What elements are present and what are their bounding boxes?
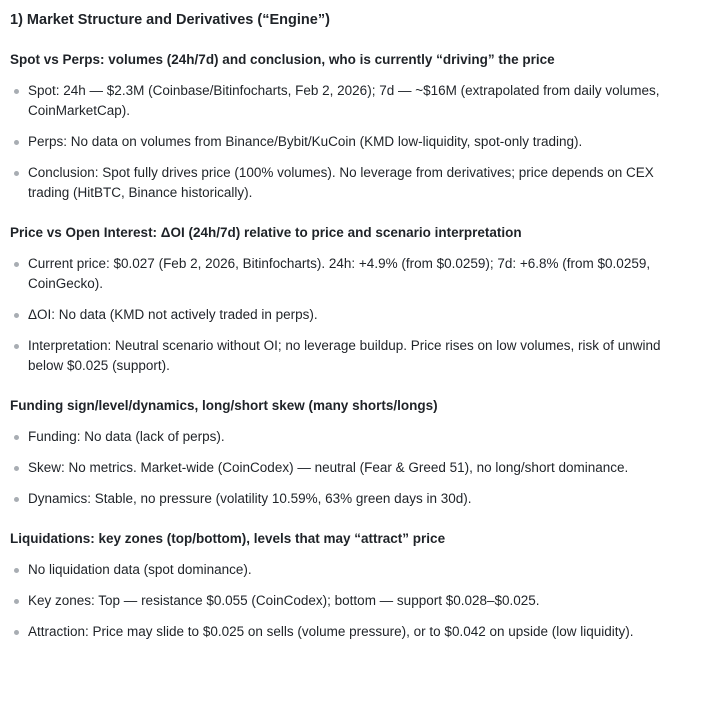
bullet-icon (14, 466, 19, 471)
bullet-icon (14, 568, 19, 573)
bullet-list (10, 427, 670, 509)
bullet-list (10, 560, 670, 642)
bullet-icon (14, 262, 19, 267)
list-item-text: Key zones: Top — resistance $0.055 (CoinCodex); bottom — support $0.028–$0.025. (28, 593, 540, 608)
list-item (10, 427, 670, 447)
list-item-text: No liquidation data (spot dominance). (28, 562, 252, 577)
list-item-text: Current price: $0.027 (Feb 2, 2026, Bitinfocharts). 24h: +4.9% (from $0.0259); 7d: +6.8% (from $0.0259, CoinGecko). (28, 256, 651, 291)
list-item (10, 458, 670, 478)
bullet-icon (14, 497, 19, 502)
bullet-icon (14, 140, 19, 145)
bullet-icon (14, 435, 19, 440)
list-item-text: Funding: No data (lack of perps). (28, 429, 225, 444)
list-item (10, 591, 670, 611)
list-item (10, 305, 670, 325)
list-item (10, 132, 670, 152)
bullet-list (10, 254, 670, 376)
section-heading: Funding sign/level/dynamics, long/short skew (many shorts/longs) (10, 398, 438, 413)
bullet-icon (14, 313, 19, 318)
section-heading: Liquidations: key zones (top/bottom), levels that may “attract” price (10, 531, 446, 546)
section-price-vs-open-interest (10, 223, 670, 376)
section-heading: Spot vs Perps: volumes (24h/7d) and conclusion, who is currently “driving” the price (10, 52, 555, 67)
list-item-text: ΔOI: No data (KMD not actively traded in perps). (28, 307, 318, 322)
list-item-text: Dynamics: Stable, no pressure (volatility 10.59%, 63% green days in 30d). (28, 491, 472, 506)
list-item (10, 489, 670, 509)
section-liquidations (10, 529, 670, 642)
list-item (10, 336, 670, 376)
bullet-icon (14, 171, 19, 176)
list-item (10, 254, 670, 294)
bullet-icon (14, 599, 19, 604)
list-item-text: Conclusion: Spot fully drives price (100% volumes). No leverage from derivatives; price depends on CEX trading (HitBTC, Binance historically). (28, 165, 654, 200)
list-item (10, 81, 670, 121)
list-item (10, 560, 670, 580)
bullet-icon (14, 89, 19, 94)
list-item (10, 622, 670, 642)
list-item-text: Interpretation: Neutral scenario without OI; no leverage buildup. Price rises on low volumes, risk of unwind below $0.025 (support). (28, 338, 661, 373)
section-funding (10, 396, 670, 509)
list-item-text: Spot: 24h — $2.3M (Coinbase/Bitinfocharts, Feb 2, 2026); 7d — ~$16M (extrapolated from daily volumes, CoinMarketCap). (28, 83, 660, 118)
bullet-list (10, 81, 670, 203)
list-item-text: Perps: No data on volumes from Binance/Bybit/KuCoin (KMD low-liquidity, spot-only trading). (28, 134, 583, 149)
list-item-text: Attraction: Price may slide to $0.025 on sells (volume pressure), or to $0.042 on upside (low liquidity). (28, 624, 634, 639)
list-item-text: Skew: No metrics. Market-wide (CoinCodex) — neutral (Fear & Greed 51), no long/short dominance. (28, 460, 629, 475)
bullet-icon (14, 630, 19, 635)
section-heading: Price vs Open Interest: ΔOI (24h/7d) relative to price and scenario interpretation (10, 225, 522, 240)
bullet-icon (14, 344, 19, 349)
section-spot-vs-perps (10, 50, 670, 203)
page-title: 1) Market Structure and Derivatives (“Engine”) (10, 12, 330, 28)
list-item (10, 163, 670, 203)
